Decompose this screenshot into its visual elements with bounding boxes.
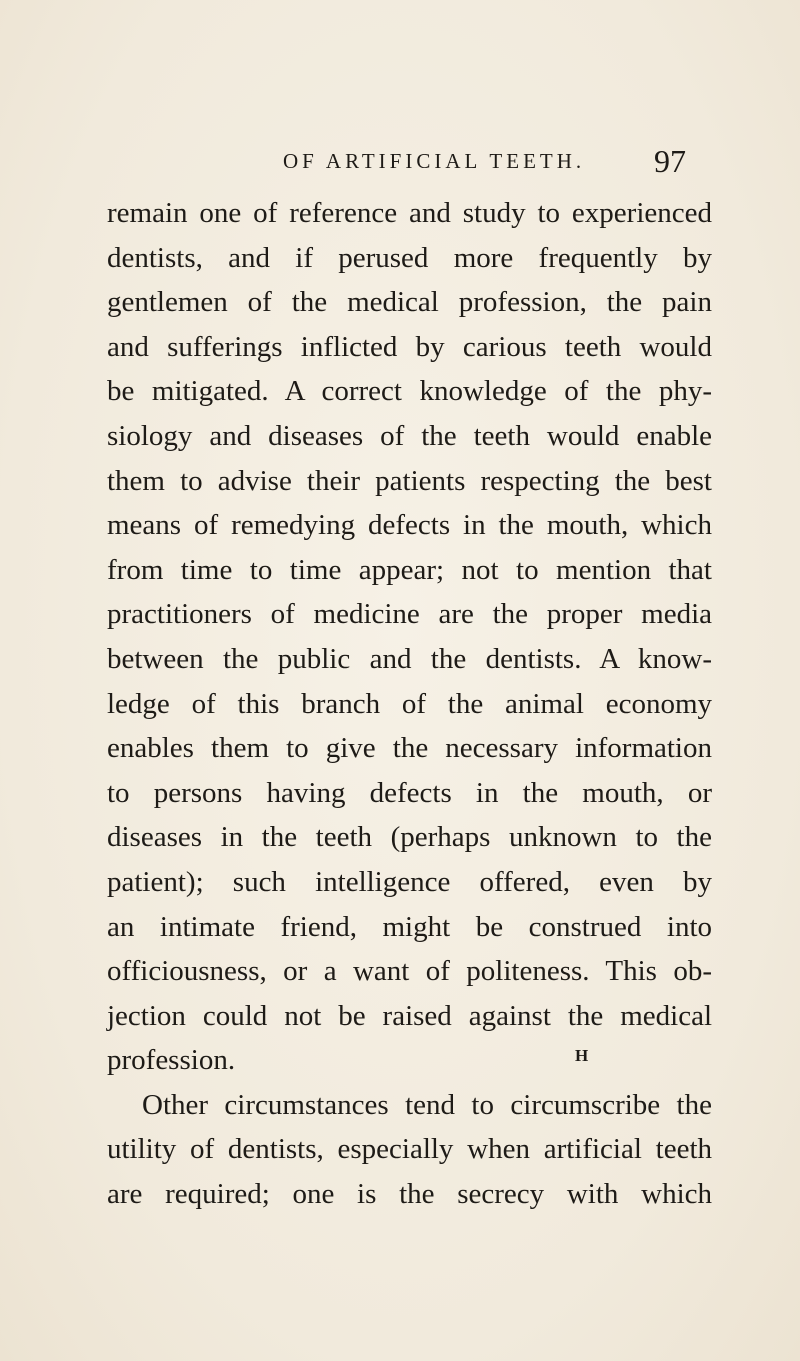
body-text — [107, 191, 712, 1217]
text-line: from time to time appear; not to mention that — [107, 553, 712, 586]
running-head — [0, 143, 800, 183]
text-line: jection could not be raised against the medical — [107, 999, 712, 1032]
text-line-paragraph-start: Other circumstances tend to circumscribe the — [142, 1088, 712, 1121]
text-line: ledge of this branch of the animal economy — [107, 687, 712, 720]
text-line: practitioners of medicine are the proper media — [107, 598, 712, 631]
text-line: between the public and the dentists. A know- — [107, 642, 712, 675]
text-line: siology and diseases of the teeth would enable — [107, 419, 712, 452]
text-line: an intimate friend, might be construed into — [107, 910, 712, 943]
text-line: patient); such intelligence offered, even by — [107, 865, 712, 898]
page-number: 97 — [654, 143, 686, 179]
text-line: dentists, and if perused more frequently by — [107, 241, 712, 274]
signature-mark: H — [575, 1046, 589, 1065]
text-line: them to advise their patients respecting the best — [107, 464, 712, 497]
text-line: enables them to give the necessary information — [107, 732, 712, 765]
text-line: remain one of reference and study to experienced — [107, 197, 712, 229]
text-line: utility of dentists, especially when artificial teeth — [107, 1133, 712, 1166]
text-line: gentlemen of the medical profession, the pain — [107, 286, 712, 319]
text-line: be mitigated. A correct knowledge of the phy- — [107, 375, 712, 408]
text-line: means of remedying defects in the mouth, which — [107, 509, 712, 542]
running-title: OF ARTIFICIAL TEETH. — [283, 149, 586, 173]
text-line: and sufferings inflicted by carious teeth would — [107, 330, 712, 363]
text-line-paragraph-end: profession. — [107, 1044, 236, 1077]
text-line: officiousness, or a want of politeness. This ob- — [107, 955, 712, 988]
text-line: to persons having defects in the mouth, or — [107, 776, 712, 809]
text-line: are required; one is the secrecy with which — [107, 1178, 712, 1211]
text-line: diseases in the teeth (perhaps unknown to the — [107, 821, 712, 854]
